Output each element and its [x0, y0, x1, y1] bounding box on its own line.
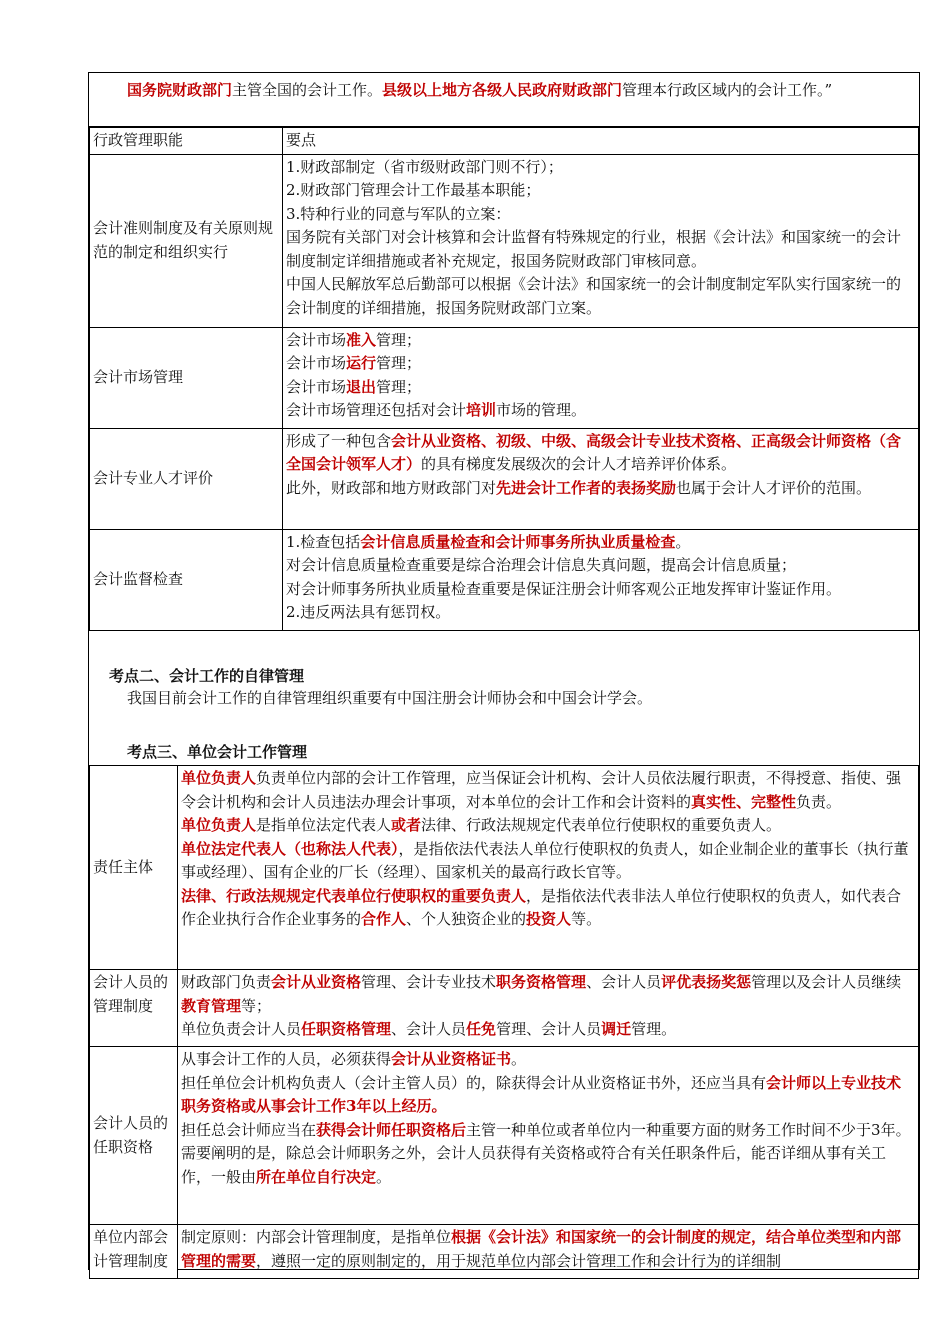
row-label: 会计监督检查: [90, 529, 283, 630]
intro-red-2: 县级以上地方各级人民政府财政部门: [382, 81, 623, 99]
list-item: 会计市场运行管理；: [286, 354, 422, 372]
row-label: 会计专业人才评价: [90, 428, 283, 529]
row-label: 会计市场管理: [90, 327, 283, 428]
list-item: 对会计师事务所执业质量检查重要是保证注册会计师客观公正地发挥审计鉴证作用。: [286, 579, 842, 598]
admin-functions-table: [89, 127, 919, 631]
document-page: [88, 72, 920, 1270]
list-item: 会计市场退出管理；: [286, 377, 422, 396]
list-item: 中国人民解放军总后勤部可以根据《会计法》和国家统一的会计制度制定军队实行国家统一的会计制度的详细措施，报国务院财政部门立案。: [286, 275, 902, 317]
list-item: 2.违反两法具有惩罚权。: [286, 603, 451, 621]
row-content: [178, 970, 919, 1047]
paragraph: 单位法定代表人（也称法人代表），是指依法代表法人单位行使职权的负责人，如企业制企业的董事长（执行董事或经理）、国有企业的厂长（经理）、国家机关的最高行政长官等。: [181, 839, 909, 881]
table-row: [90, 428, 919, 529]
list-item: 3.特种行业的同意与军队的立案：: [286, 204, 511, 223]
paragraph: 单位负责人是指单位法定代表人或者法律、行政法规规定代表单位行使职权的重要负责人。: [181, 816, 782, 834]
table-row: [90, 154, 919, 327]
section-2: [89, 665, 919, 710]
unit-management-table: [89, 765, 919, 1279]
row-label: 会计准则制度及有关原则规范的制定和组织实行: [90, 154, 283, 327]
paragraph: 担任总会计师应当在获得会计师任职资格后主管一种单位或者单位内一种重要方面的财务工作时间不少于3年。: [181, 1120, 911, 1139]
row-label: 会计人员的管理制度: [90, 970, 178, 1047]
section-2-title: 考点二、会计工作的自律管理: [109, 667, 305, 685]
intro-text-2: 管理本行政区域内的会计工作。”: [622, 81, 833, 99]
table-row: [90, 1225, 919, 1279]
table-row: [90, 1047, 919, 1225]
header-points: 要点: [283, 128, 919, 155]
intro-red-1: 国务院财政部门: [127, 81, 233, 99]
row-content: [178, 1047, 919, 1225]
intro-paragraph: [89, 73, 919, 127]
list-item: 对会计信息质量检查重要是综合治理会计信息失真问题，提高会计信息质量；: [286, 556, 797, 574]
table-row: [90, 766, 919, 970]
row-content: [178, 766, 919, 970]
row-content: [283, 529, 919, 630]
list-item: 会计市场准入管理；: [286, 330, 422, 349]
table-row: [90, 327, 919, 428]
paragraph: 担任单位会计机构负责人（会计主管人员）的，除获得会计从业资格证书外，还应当具有会计师以上专业技术职务资格或从事会计工作3年以上经历。: [181, 1073, 902, 1115]
header-function: 行政管理职能: [90, 128, 283, 155]
row-content: [178, 1225, 919, 1279]
section-2-text: 我国目前会计工作的自律管理组织重要有中国注册会计师协会和中国会计学会。: [127, 689, 653, 707]
list-item: 1.检查包括会计信息质量检查和会计师事务所执业质量检查。: [286, 532, 691, 551]
paragraph: 单位负责人负责单位内部的会计工作管理，应当保证会计机构、会计人员依法履行职责，不得授意、指使、强令会计机构和会计人员违法办理会计事项，对本单位的会计工作和会计资料的真实性、完整性负责。: [181, 769, 902, 811]
list-item: 会计市场管理还包括对会计培训市场的管理。: [286, 401, 587, 419]
section-3: [89, 741, 919, 762]
section-3-title: 考点三、单位会计工作管理: [127, 743, 308, 761]
row-label: 单位内部会计管理制度: [90, 1225, 178, 1279]
list-item: 国务院有关部门对会计核算和会计监督有特殊规定的行业，根据《会计法》和国家统一的会计制度制定详细措施或者补充规定，报国务院财政部门审核同意。: [286, 228, 902, 270]
paragraph: 从事会计工作的人员，必须获得会计从业资格证书。: [181, 1050, 527, 1068]
row-label: 会计人员的任职资格: [90, 1047, 178, 1225]
row-label: 责任主体: [90, 766, 178, 970]
paragraph: 需要阐明的是，除总会计师职务之外，会计人员获得有关资格或符合有关任职条件后，能否详细从事有关工作，一般由所在单位自行决定。: [181, 1144, 887, 1186]
row-content: [283, 154, 919, 327]
paragraph: 形成了一种包含会计从业资格、初级、中级、高级会计专业技术资格、正高级会计师资格（含全国会计领军人才）的具有梯度发展级次的会计人才培养评价体系。: [286, 431, 902, 473]
row-content: [283, 428, 919, 529]
paragraph: 此外，财政部和地方财政部门对先进会计工作者的表扬奖励也属于会计人才评价的范围。: [286, 478, 872, 497]
paragraph: 法律、行政法规规定代表单位行使职权的重要负责人，是指依法代表非法人单位行使职权的负责人，如代表合作企业执行合作企业事务的合作人、个人独资企业的投资人等。: [181, 886, 902, 928]
table-row: [90, 970, 919, 1047]
paragraph: 财政部门负责会计从业资格管理、会计专业技术职务资格管理、会计人员评优表扬奖惩管理以及会计人员继续教育管理等；: [181, 973, 902, 1015]
list-item: 2.财政部门管理会计工作最基本职能；: [286, 181, 541, 199]
intro-text-1: 主管全国的会计工作。: [232, 81, 383, 99]
table-header-row: [90, 128, 919, 155]
table-row: [90, 529, 919, 630]
row-content: [283, 327, 919, 428]
paragraph: 单位负责会计人员任职资格管理、会计人员任免管理、会计人员调迁管理。: [181, 1020, 677, 1038]
paragraph: 制定原则：内部会计管理制度，是指单位根据《会计法》和国家统一的会计制度的规定，结合单位类型和内部管理的需要，遵照一定的原则制定的，用于规范单位内部会计管理工作和会计行为的详细制: [181, 1228, 902, 1270]
list-item: 1.财政部制定（省市级财政部门则不行）；: [286, 157, 563, 176]
